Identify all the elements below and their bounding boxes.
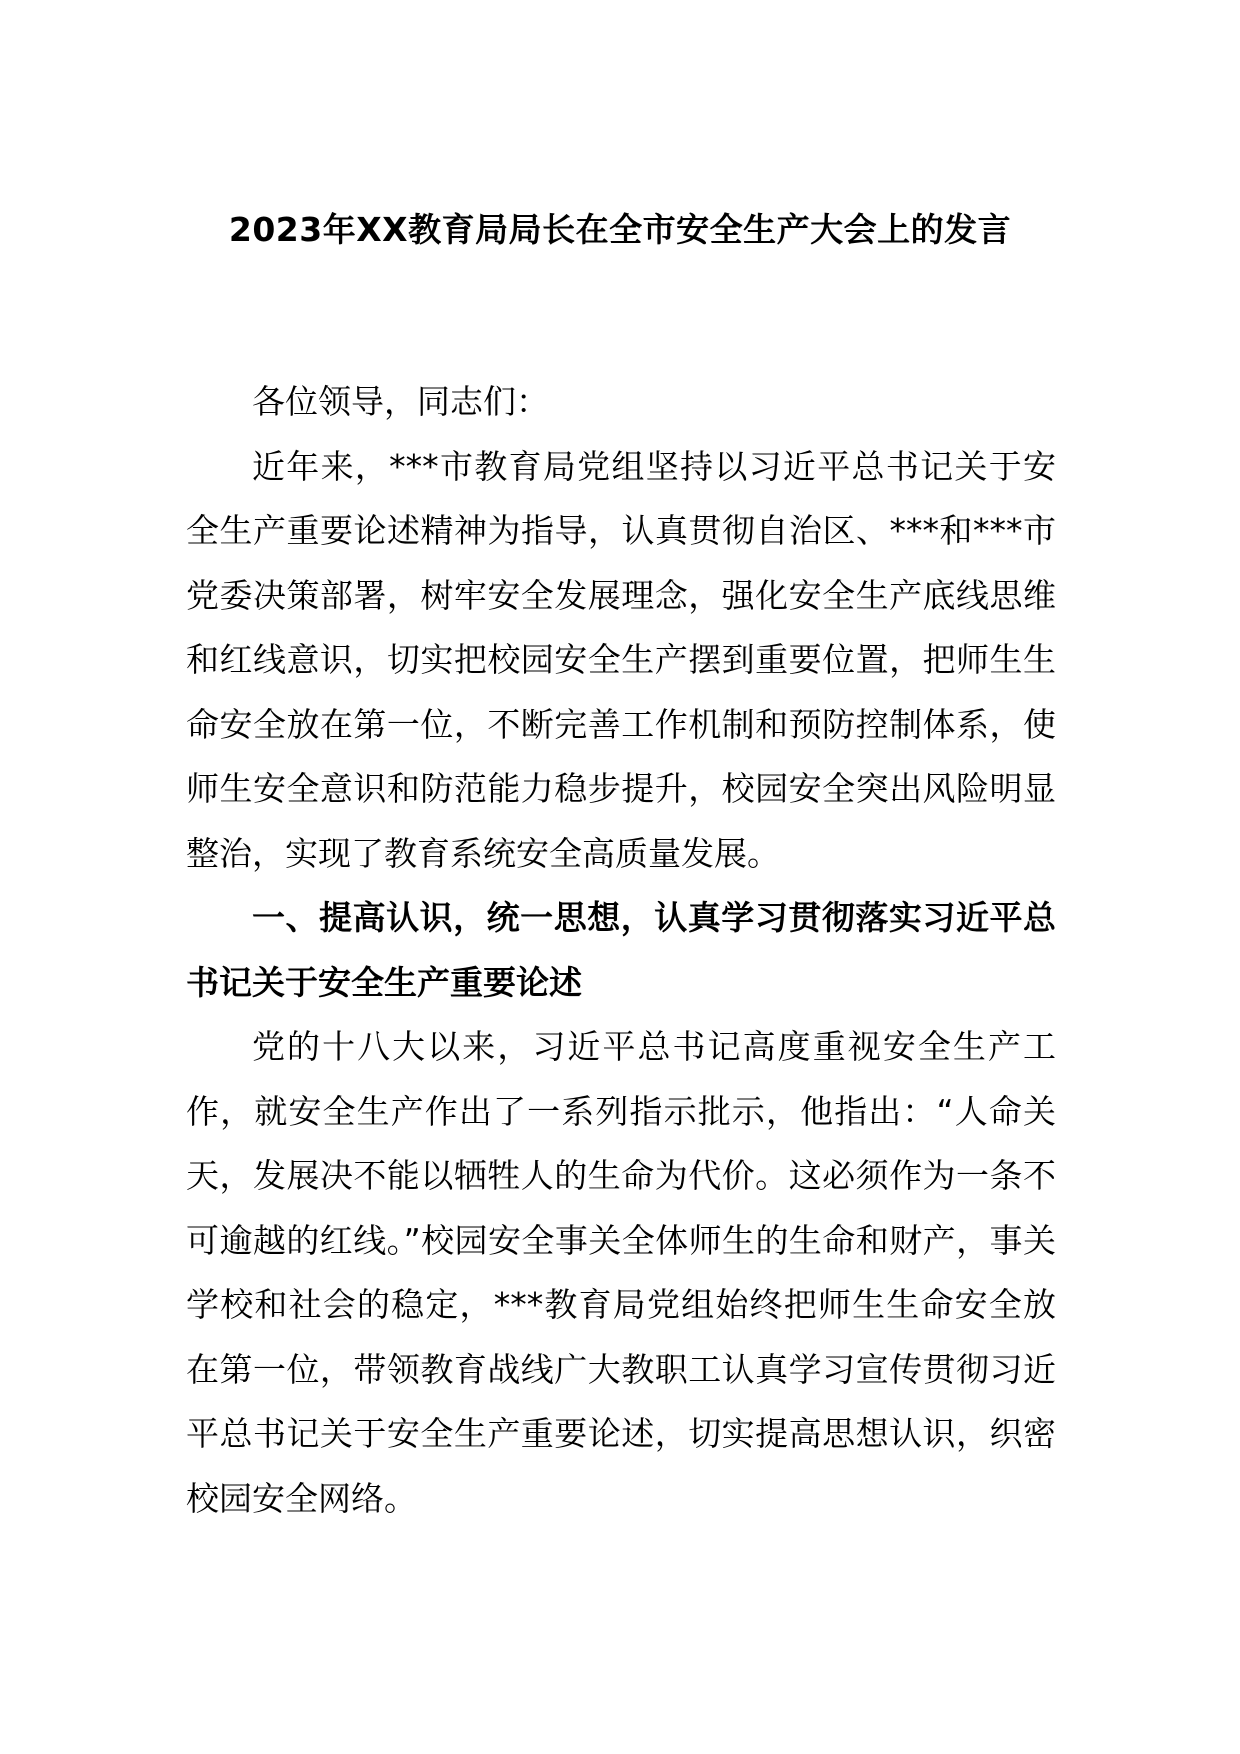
paragraph-section-1: 党的十八大以来，习近平总书记高度重视安全生产工作，就安全生产作出了一系列指示批示，他指出：“人命关天，发展决不能以牺牲人的生命为代价。这必须作为一条不可逾越的红线。”校园安全事关全体师生的生命和财产，事关学校和社会的稳定，***教育局党组始终把师生生命安全放在第一位，带领教育战线广大教职工认真学习宣传贯彻习近平总书记关于安全生产重要论述，切实提高思想认识，织密校园安全网络。 — [186, 1027, 1056, 1518]
paragraph-intro: 近年来，***市教育局党组坚持以习近平总书记关于安全生产重要论述精神为指导，认真贯彻自治区、***和***市党委决策部署，树牢安全发展理念，强化安全生产底线思维和红线意识，切实把校园安全生产摆到重要位置，把师生生命安全放在第一位，不断完善工作机制和预防控制体系，使师生安全意识和防范能力稳步提升，校园安全突出风险明显整治，实现了教育系统安全高质量发展。 — [186, 446, 1056, 873]
document-body — [186, 370, 1056, 1531]
section-heading-1: 一、提高认识，统一思想，认真学习贯彻落实习近平总书记关于安全生产重要论述 — [186, 898, 1056, 1002]
salutation: 各位领导，同志们： — [252, 382, 549, 421]
document-title: 2023年XX教育局局长在全市安全生产大会上的发言 — [228, 210, 1012, 249]
